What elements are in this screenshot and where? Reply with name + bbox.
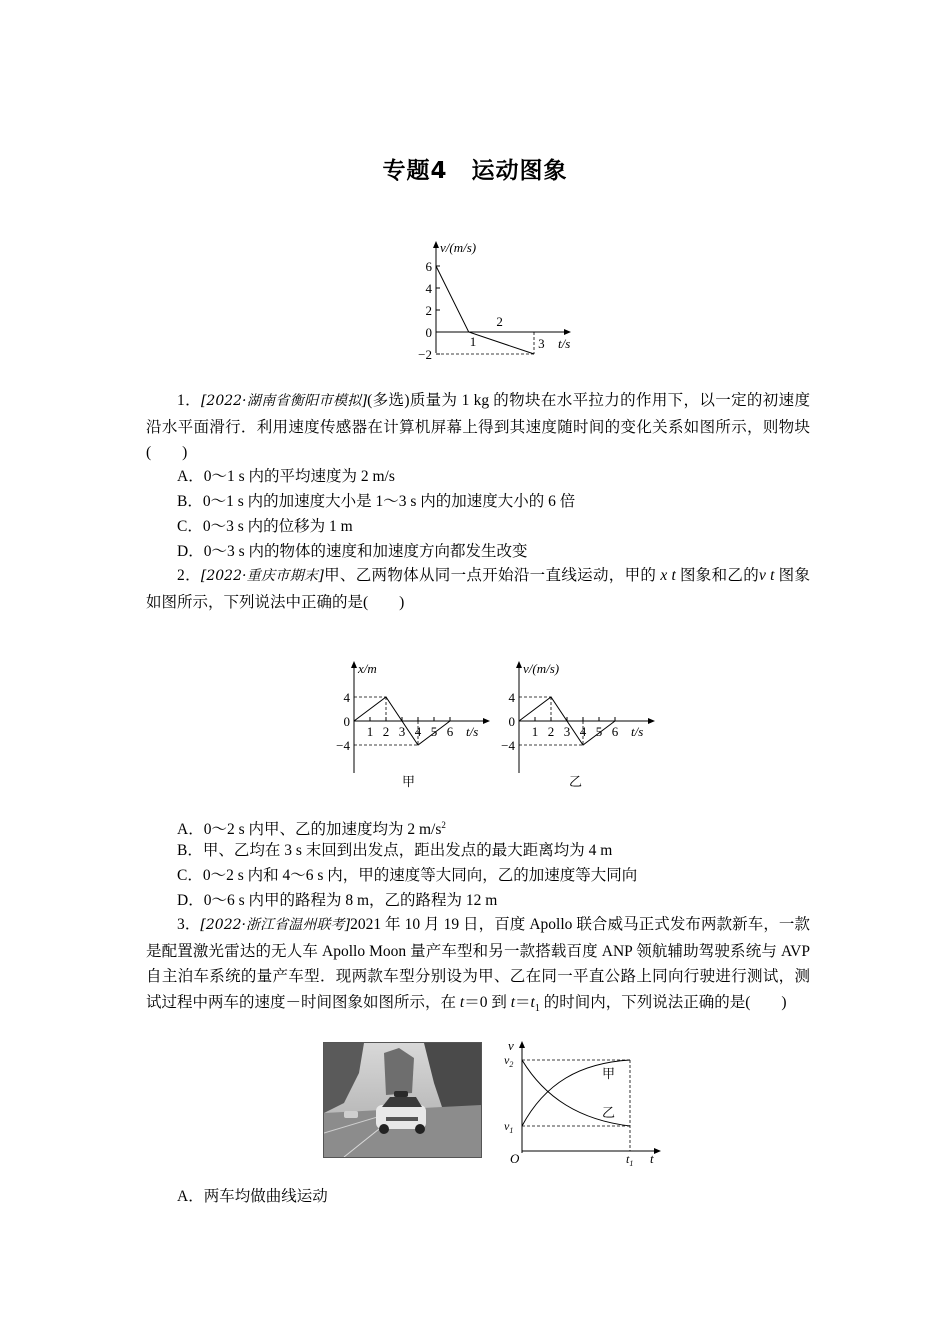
q2-left-ytick-label: 4 (343, 690, 350, 705)
q1-stem (146, 388, 810, 466)
q2-option-a-text: A．0～2 s 内甲、乙的加速度均为 2 m/s (177, 821, 442, 839)
q2-var-t-1: t (667, 567, 676, 584)
q2-left-xtick-label: 5 (430, 724, 438, 739)
q2-option-c: C．0～2 s 内和 4～6 s 内，甲的速度等大同向，乙的加速度等大同向 (177, 867, 638, 884)
q3-number: 3． (177, 916, 201, 933)
q1-ytick-label: 0 (425, 325, 432, 340)
q1-ytick-label: 2 (425, 303, 432, 318)
q3-curve-yi-label: 乙 (602, 1105, 616, 1120)
q3-xlabel: t (650, 1151, 654, 1166)
q3-stem (146, 912, 810, 1021)
q2-stem (146, 563, 810, 615)
q1-number: 1． (177, 392, 201, 409)
q2-text-3: 图象如图所示，下列说法中正确的是( ) (146, 567, 810, 611)
q1-ytick-label: −2 (418, 347, 432, 362)
q2-number: 2． (177, 567, 201, 584)
q1-xtick-label: 1 (469, 334, 477, 349)
q1-ytick-label: 4 (425, 281, 432, 296)
q2-right-ytick-label: 0 (508, 714, 515, 729)
q2-left-ylabel: x/m (358, 661, 377, 676)
page-title: 专题4 运动图象 (382, 158, 568, 184)
q2-left-xtick-label: 6 (446, 724, 454, 739)
q3-var-t1b: t (530, 993, 535, 1011)
q1-option-c: C．0～3 s 内的位移为 1 m (177, 518, 353, 535)
q3-option-a: A．两车均做曲线运动 (177, 1188, 328, 1205)
q2-left-xtick-label: 2 (382, 724, 390, 739)
q2-vt-graph (499, 658, 659, 793)
q1-option-b: B．0～1 s 内的加速度大小是 1～3 s 内的加速度大小的 6 倍 (177, 493, 576, 510)
q1-source: [2022·湖南省衡阳市模拟] (200, 393, 368, 409)
q3-eq0: ＝0 到 (464, 993, 511, 1011)
q3-ylabel: v (508, 1038, 514, 1053)
car-photo-image (324, 1043, 481, 1157)
q2-left-caption: 甲 (402, 774, 416, 789)
q3-vt-graph (500, 1038, 670, 1168)
q3-sub1: 1 (534, 1002, 540, 1014)
q2-right-ytick-label: 4 (508, 690, 515, 705)
q3-var-t0: t (459, 993, 465, 1011)
q2-right-caption: 乙 (569, 774, 583, 789)
q2-left-ytick-label: −4 (336, 738, 350, 753)
q1-ytick-label: 6 (425, 259, 432, 274)
q2-right-xtick-label: 1 (531, 724, 539, 739)
q3-eq1: ＝ (515, 993, 531, 1011)
q1-vt-graph (410, 238, 580, 363)
q1-option-d: D．0～3 s 内的物体的速度和加速度方向都发生改变 (177, 543, 528, 560)
q2-right-xtick-label: 6 (611, 724, 619, 739)
q3-source: [2022·浙江省温州联考] (200, 917, 351, 933)
q2-right-xtick-label: 5 (595, 724, 603, 739)
q1-ylabel: v/(m/s) (440, 240, 477, 255)
q3-end: 的时间内，下列说法正确的是( ) (539, 993, 787, 1011)
q1-text: (多选)质量为 1 kg 的物块在水平拉力的作用下，以一定的初速度沿水平面滑行．利用速度传感器在计算机屏幕上得到其速度随时间的变化关系如图所示，则物块( ) (146, 392, 810, 461)
q2-text-2: 图象和乙的 (675, 567, 760, 584)
q2-left-xtick-label: 4 (414, 724, 422, 739)
q2-left-xtick-label: 3 (398, 724, 406, 739)
q2-right-xtick-label: 2 (547, 724, 555, 739)
q1-xlabel: t/s (558, 336, 571, 351)
q2-option-d: D．0～6 s 内甲的路程为 8 m，乙的路程为 12 m (177, 892, 498, 909)
q2-source: [2022·重庆市期末] (200, 568, 324, 584)
car-photo (323, 1042, 482, 1158)
q3-curve-jia-label: 甲 (602, 1066, 616, 1081)
q1-xtick-label: 2 (496, 314, 503, 329)
q3-t1-label: $t_1$ (626, 1152, 634, 1168)
q2-var-x: x (660, 567, 668, 584)
q2-right-xtick-label: 4 (579, 724, 587, 739)
q1-vt-line (436, 266, 534, 354)
q3-text: 2021 年 10 月 19 日，百度 Apollo 联合威马正式发布两款新车，一款是配置激光雷达的无人车 Apollo Moon 量产车型和另一款搭载百度 ANP 领航辅助驾驶系统与 AVP 自主泊车系统的量产车型．现两款车型分别设为甲、乙在同一平直公路上同向行驶进行测试，测试过程中两车的速度－时间图象如图所示，在 (146, 916, 810, 1011)
q2-var-v: v (759, 567, 766, 584)
q3-v1-label: $v_1$ (504, 1119, 514, 1135)
q2-option-b: B．甲、乙均在 3 s 末回到出发点，距出发点的最大距离均为 4 m (177, 842, 613, 859)
q2-left-ytick-label: 0 (343, 714, 350, 729)
q2-option-a-sup: 2 (441, 820, 446, 830)
q2-var-t-2: t (765, 567, 775, 584)
q2-text-1: 甲、乙两物体从同一点开始沿一直线运动，甲的 (323, 567, 661, 584)
q3-v2-label: $v_2$ (504, 1053, 514, 1069)
q2-right-ytick-label: −4 (501, 738, 515, 753)
q1-option-a: A．0～1 s 内的平均速度为 2 m/s (177, 468, 395, 485)
q3-var-t1: t (510, 993, 516, 1011)
q2-right-xtick-label: 3 (563, 724, 571, 739)
q3-origin: O (510, 1151, 520, 1166)
q2-left-xtick-label: 1 (366, 724, 374, 739)
q2-left-xlabel: t/s (466, 724, 479, 739)
q2-right-ylabel: v/(m/s) (523, 661, 560, 676)
q1-xtick-label: 3 (538, 336, 545, 351)
q2-right-xlabel: t/s (631, 724, 644, 739)
q2-xt-graph (334, 658, 494, 793)
